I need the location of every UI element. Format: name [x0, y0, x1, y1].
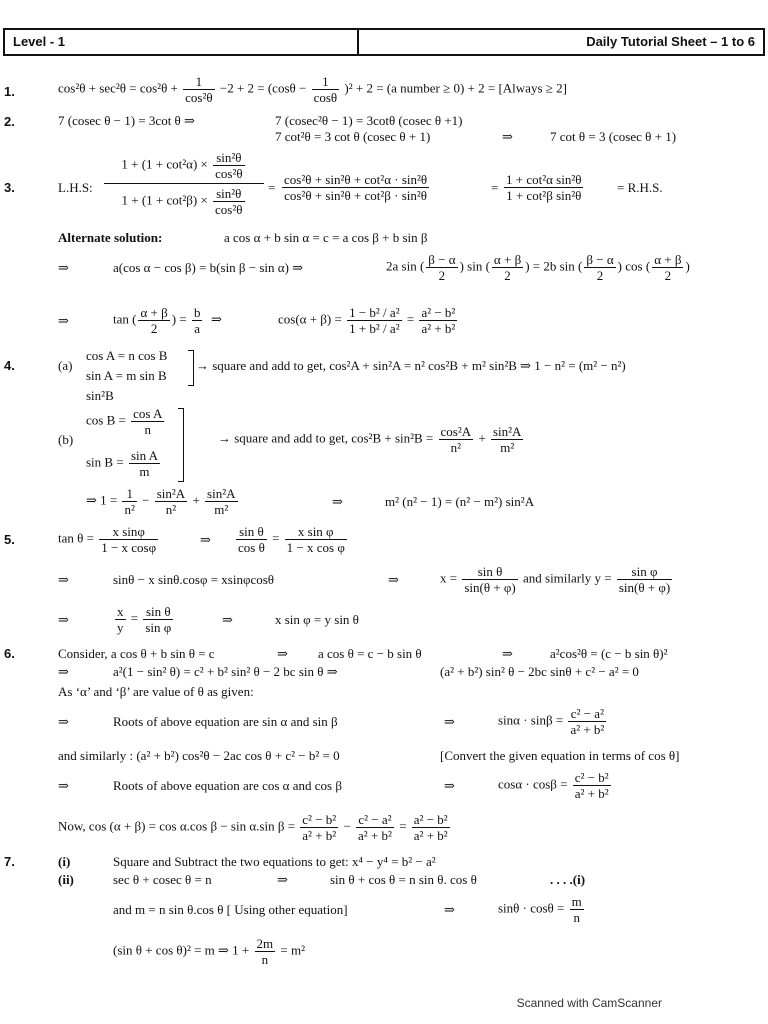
q3-lhs-label: L.H.S: — [58, 180, 93, 195]
q3-line4-cos: cos(α + β) = $\frac{\text{1 − b² / a²}}{\text{1 + b² / a²}}$ = $\frac{\text{a² − b²}}{\text{a² + b²}}$ — [278, 305, 456, 336]
q2-line1-left: 7 (cosec θ − 1) = 3cot θ ⇒ — [58, 113, 195, 128]
q6-number: 6. — [4, 646, 15, 661]
q6-line3: As ‘α’ and ‘β’ are value of θ as given: — [58, 684, 254, 699]
q7-number: 7. — [4, 854, 15, 869]
q3-implies: ⇒ — [58, 260, 69, 275]
q4-b-bracket — [178, 408, 184, 482]
q5-line3: $\frac{x}{y}$ = $\frac{\text{sin θ}}{\text{sin φ}}$ — [117, 604, 172, 635]
q3-equals-1: = — [268, 180, 276, 195]
q4-b-eq2: sin B = $\frac{\text{sin A}}{m}$ — [86, 448, 159, 479]
q4-a-text: → square and add to get, cos²A + sin²A = n² cos²B + m² sin²B ⇒ 1 − n² = (m² − n²) — [196, 358, 626, 373]
q3-rhs: = R.H.S. — [617, 180, 663, 195]
q5-result: x sin φ = y sin θ — [275, 612, 359, 627]
scanner-watermark: Scanned with CamScanner — [516, 996, 662, 1010]
q3-number: 3. — [4, 180, 15, 195]
q4-b-text: → square and add to get, cos²B + sin²B = $\frac{\text{cos²A}}{\text{n²}}$ + $\frac{\text{sin²A}}{\text{m²}}$ — [218, 424, 522, 455]
q7-line3-b: ⇒ — [444, 902, 455, 917]
q2-line2-arrow: ⇒ — [502, 129, 513, 144]
q4-a-eq1: cos A = n cos B — [86, 348, 168, 363]
q2-line1-right: 7 (cosec²θ − 1) = 3cotθ (cosec θ +1) — [275, 113, 463, 128]
q3-big-fraction: 1 + (1 + cot²α) × $\frac{\text{sin²θ}}{\text{cos²θ}}$ 1 + (1 + cot²β) × $\frac{\text{sin²θ}}{\text{cos²θ}}$ — [104, 150, 264, 217]
q5-line1-right: $\frac{\text{sin θ}}{\text{cos θ}}$ = $\frac{\text{x sin φ}}{\text{1 − x cos φ}}$ — [238, 524, 345, 555]
q4-a-bracket — [188, 350, 194, 386]
q4-b-label: (b) — [58, 432, 74, 447]
q5-line2-x: x = $\frac{\text{sin θ}}{\sin(\theta + \varphi)}$ and similarly y = $\frac{\text{sin φ}}{\sin(\theta + \varphi)}$ — [440, 564, 671, 595]
q6-line2-b: a²(1 − sin² θ) = c² + b² sin² θ − 2 bc sin θ ⇒ — [113, 664, 338, 679]
q5-implies-1: ⇒ — [200, 532, 211, 547]
q4-c-implies: ⇒ — [332, 494, 343, 509]
q3-line3-b: a(cos α − cos β) = b(sin β − sin α) ⇒ — [113, 260, 304, 275]
q7-line4: (sin θ + cos θ)² = m ⇒ 1 + $\frac{2m}{n}$ = m² — [113, 936, 305, 967]
q1-number: 1. — [4, 84, 15, 99]
q6-line1-e: a²cos²θ = (c − b sin θ)² — [550, 646, 668, 661]
q3-alt-equation: a cos α + b sin α = c = a cos β + b sin β — [224, 230, 428, 245]
q4-c-result: m² (n² − 1) = (n² − m²) sin²A — [385, 494, 535, 509]
q6-line6-a: ⇒ — [58, 778, 69, 793]
q7-ii-d: . . . .(i) — [550, 872, 586, 887]
q4-c-line: ⇒ 1 = $\frac{1}{\text{n²}}$ − $\frac{\text{sin²A}}{\text{n²}}$ + $\frac{\text{sin²A}}{\text{m²}}$ — [86, 486, 236, 517]
q3-implies-2: ⇒ — [58, 313, 69, 328]
q3-equals-2: = — [491, 180, 499, 195]
q6-line1-c: a cos θ = c − b sin θ — [318, 646, 422, 661]
q6-line1-a: Consider, a cos θ + b sin θ = c — [58, 646, 215, 661]
q5-line1: tan θ = $\frac{\text{x sinφ}}{\text{1 − x cosφ}}$ — [58, 524, 157, 555]
q6-line5-a: and similarly : (a² + b²) cos²θ − 2ac cos θ + c² − b² = 0 — [58, 748, 340, 763]
q2-line2-a: 7 cot²θ = 3 cot θ (cosec θ + 1) — [275, 129, 431, 144]
q7-line3-frac: sinθ · cosθ = $\frac{m}{n}$ — [498, 894, 582, 925]
q5-implies-2: ⇒ — [58, 572, 69, 587]
q5-number: 5. — [4, 532, 15, 547]
q7-ii-c: sin θ + cos θ = n sin θ. cos θ — [330, 872, 477, 887]
q7-ii-a: sec θ + cosec θ = n — [113, 872, 212, 887]
header-bar — [3, 28, 765, 56]
q4-b-eq1: cos B = $\frac{\text{cos A}}{n}$ — [86, 406, 163, 437]
q6-line4-a: ⇒ — [58, 714, 69, 729]
q2-line2-c: 7 cot θ = 3 (cosec θ + 1) — [550, 129, 677, 144]
q5-implies-3: ⇒ — [388, 572, 399, 587]
q4-number: 4. — [4, 358, 15, 373]
q4-a-wrap: sin²B — [86, 388, 114, 403]
q3-fraction-3: $\frac{\text{1 + cot²α sin²θ}}{\text{1 + cot²β sin²θ}}$ — [506, 172, 582, 203]
sheet-title: Daily Tutorial Sheet – 1 to 6 — [586, 34, 755, 49]
q6-line4-b: Roots of above equation are sin α and sin β — [113, 714, 338, 729]
q6-line1-d: ⇒ — [502, 646, 513, 661]
q3-alt-label: Alternate solution: — [58, 230, 163, 245]
q7-line3-a: and m = n sin θ.cos θ [ Using other equation] — [113, 902, 348, 917]
q6-line6-b: Roots of above equation are cos α and cos β — [113, 778, 342, 793]
q6-line2-c: (a² + b²) sin² θ − 2bc sinθ + c² − a² = 0 — [440, 664, 639, 679]
q3-line4: tan ( $\frac{\alpha + \beta}{2}$ ) = $\frac{b}{a}$ ⇒ — [113, 305, 222, 336]
q2-number: 2. — [4, 114, 15, 129]
q4-a-eq2: sin A = m sin B — [86, 368, 167, 383]
q7-ii-b: ⇒ — [277, 872, 288, 887]
q6-line6-c: ⇒ — [444, 778, 455, 793]
q6-line2-a: ⇒ — [58, 664, 69, 679]
level-label: Level - 1 — [5, 30, 359, 54]
q7-i-label: (i) — [58, 854, 71, 869]
q5-implies-4: ⇒ — [58, 612, 69, 627]
q6-line7: Now, cos (α + β) = cos α.cos β − sin α.sin β = $\frac{\text{c² − b²}}{\text{a² + b²}}$ − $\frac{\text{c² − a²}}{\text{a² + b²}}$ = $\frac{\text{a² − b²}}{\text{a² + b²}}$ — [58, 812, 448, 843]
q5-implies-5: ⇒ — [222, 612, 233, 627]
q6-line4-frac: sinα · sinβ = $\frac{\text{c² − a²}}{\text{a² + b²}}$ — [498, 706, 605, 737]
q6-line4-c: ⇒ — [444, 714, 455, 729]
q6-line5-b: [Convert the given equation in terms of cos θ] — [440, 748, 680, 763]
q3-line3-sines: 2a sin ( $\frac{\beta - \alpha}{2}$ ) sin ( $\frac{\alpha + \beta}{2}$ ) = 2b sin ( $\frac{\beta - \alpha}{2}$ ) cos ( $\frac{\alpha + \beta}{2}$ ) — [386, 252, 690, 283]
q3-fraction-2: $\frac{\text{cos²θ + sin²θ + cot²α · sin²θ}}{\text{cos²θ + sin²θ + cot²β · sin²θ}}$ — [284, 172, 428, 203]
q5-line2-b: sinθ − x sinθ.cosφ = xsinφcosθ — [113, 572, 275, 587]
q6-line6-frac: cosα · cosβ = $\frac{\text{c² − b²}}{\text{a² + b²}}$ — [498, 770, 609, 801]
q7-i-text: Square and Subtract the two equations to get: x⁴ − y⁴ = b² − a² — [113, 854, 436, 869]
q4-a-label: (a) — [58, 358, 73, 373]
q7-ii-label: (ii) — [58, 872, 74, 887]
q6-line1-b: ⇒ — [277, 646, 288, 661]
q1-line: cos²θ + sec²θ = cos²θ + $\frac{1}{\text{cos²θ}}$ −2 + 2 = (cosθ − $\frac{1}{\cos\theta}$ )² + 2 = (a number ≥ 0) + 2 = [Always ≥ 2] — [58, 74, 567, 105]
